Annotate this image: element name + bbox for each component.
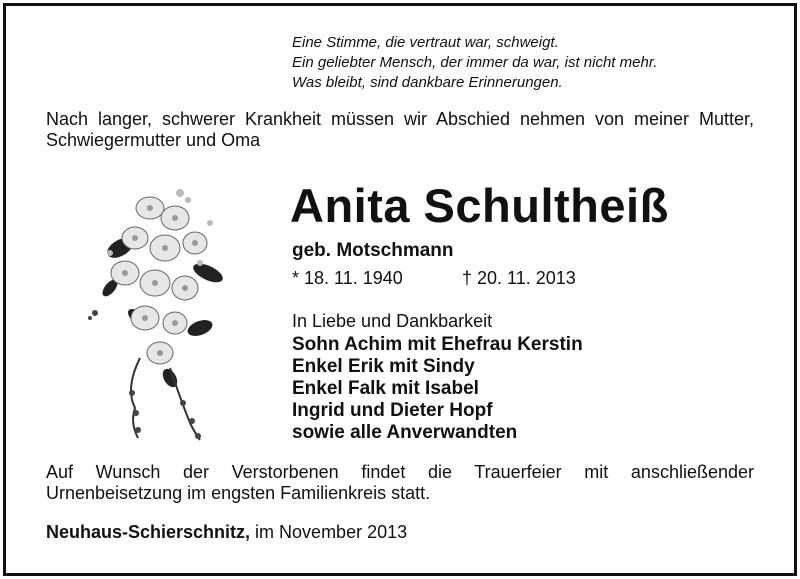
mourner: Enkel Falk mit Isabel <box>292 378 479 399</box>
mourner: Sohn Achim mit Ehefrau Kerstin <box>292 334 583 355</box>
poem-line: Was bleibt, sind dankbare Erinnerungen. <box>292 74 563 91</box>
death-date: † 20. 11. 2013 <box>462 268 576 288</box>
mourner: Enkel Erik mit Sindy <box>292 356 475 377</box>
place-name: Neuhaus-Schierschnitz, <box>46 522 251 542</box>
poem <box>292 33 657 93</box>
place-date <box>46 522 407 543</box>
grief-line: In Liebe und Dankbarkeit <box>292 311 493 331</box>
life-dates <box>292 268 576 289</box>
orchid-bouquet-icon <box>80 178 240 443</box>
poem-line: Eine Stimme, die vertraut war, schweigt. <box>292 34 559 51</box>
mourner: sowie alle Anverwandten <box>292 422 518 443</box>
birth-date: * 18. 11. 1940 <box>292 268 403 288</box>
funeral-notice: Auf Wunsch der Verstorbenen findet die Trauerfeier mit anschließender Urnenbeisetzung im engsten Familienkreis statt. <box>46 462 754 503</box>
poem-line: Ein geliebter Mensch, der immer da war, ist nicht mehr. <box>292 54 658 71</box>
deceased-name: Anita Schultheiß <box>290 179 669 232</box>
mourners-list <box>292 334 583 444</box>
intro-text: Nach langer, schwerer Krankheit müssen wir Abschied nehmen von meiner Mutter, Schwiegermutter und Oma <box>46 109 754 150</box>
birth-name: geb. Motschmann <box>292 240 454 261</box>
publication-date: im November 2013 <box>250 522 408 542</box>
mourner: Ingrid und Dieter Hopf <box>292 400 493 421</box>
